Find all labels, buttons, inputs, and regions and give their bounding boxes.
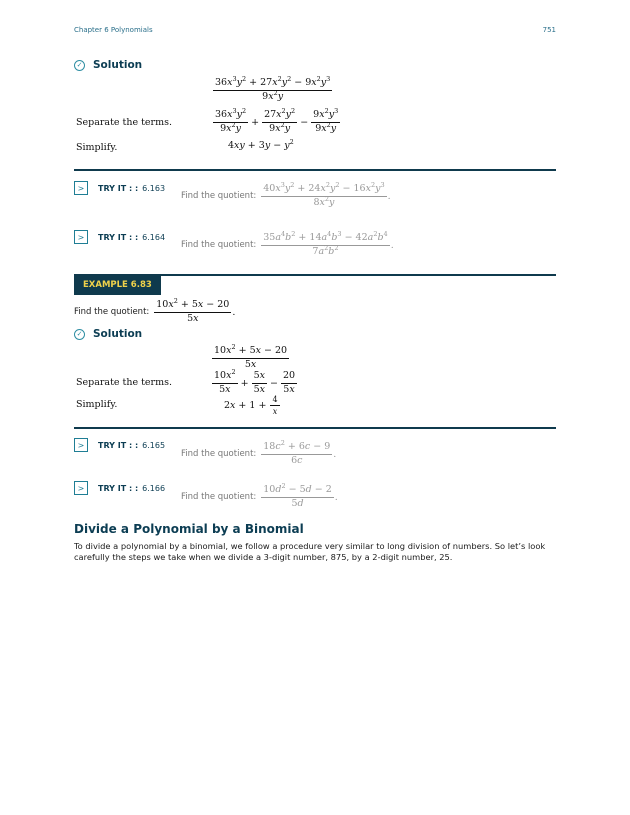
solution2-heading: ✓ Solution: [74, 328, 142, 340]
separate-terms-label-2: Separate the terms.: [76, 377, 173, 388]
try-164-prompt: Find the quotient: $\frac{35a^4b^2 + 14a^4b^3 - 42a^2b^4}{7a^2b^2}$ .: [181, 230, 394, 257]
chevron-right-icon[interactable]: >: [74, 181, 88, 195]
try-165-prompt: Find the quotient: $\frac{18c^2 + 6c - 9}{6c}$ .: [181, 439, 337, 466]
check-circle-icon: ✓: [74, 60, 85, 71]
page-number: 751: [542, 26, 556, 34]
chapter-header: Chapter 6 Polynomials: [74, 26, 153, 34]
chevron-right-icon[interactable]: >: [74, 438, 88, 452]
separate-terms-label: Separate the terms.: [76, 117, 173, 128]
try-it-6-163: > TRY IT : : 6.163: [74, 181, 165, 195]
section-title: Divide a Polynomial by a Binomial: [74, 522, 304, 536]
try-166-prompt: Find the quotient: $\frac{10d^2 - 5d - 2}{5d}$ .: [181, 482, 338, 509]
try-163-prompt: Find the quotient: $\frac{40x^3y^2 + 24x^2y^2 - 16x^2y^3}{8x^2y}$ .: [181, 181, 391, 208]
chevron-right-icon[interactable]: >: [74, 230, 88, 244]
section-body: To divide a polynomial by a binomial, we follow a procedure very similar to long division of numbers. So let’s look carefully the steps we take when we divide a 3-digit number, 875, by a 2-digit number, 25.: [74, 541, 546, 562]
simplify-label-2: Simplify.: [76, 399, 118, 410]
solution-heading: ✓ Solution: [74, 59, 142, 71]
try-it-6-164: > TRY IT : : 6.164: [74, 230, 165, 244]
example-prompt: Find the quotient: $\frac{10x^2 + 5x - 20}{5x}$ .: [74, 297, 236, 324]
solution2-separated: $\frac{10x^2}{5x}$ + $\frac{5x}{5x}$ − $\frac{20}{5x}$: [214, 368, 296, 395]
example-badge: EXAMPLE 6.83: [74, 276, 161, 295]
check-circle-icon: ✓: [74, 329, 85, 340]
try-it-6-166: > TRY IT : : 6.166: [74, 481, 165, 495]
simplify-label: Simplify.: [76, 142, 118, 153]
section-divider: [74, 169, 556, 171]
solution1-separated: $\frac{36x^3y^2}{9x^2y}$ + $\frac{27x^2y^2}{9x^2y}$ − $\frac{9x^2y^3}{9x^2y}$: [215, 107, 339, 134]
section-divider-2: [74, 427, 556, 429]
solution1-expression: $\frac{36x^3y^2 + 27x^2y^2 - 9x^2y^3}{9x^2y}$: [215, 75, 331, 102]
try-it-6-165: > TRY IT : : 6.165: [74, 438, 165, 452]
chevron-right-icon[interactable]: >: [74, 481, 88, 495]
solution1-result: $4xy + 3y - y^2$: [228, 138, 294, 151]
solution2-expression: $\frac{10x^2 + 5x - 20}{5x}$: [214, 343, 288, 370]
solution2-result: 2x + 1 + $\frac{4}{x}$: [224, 395, 278, 417]
